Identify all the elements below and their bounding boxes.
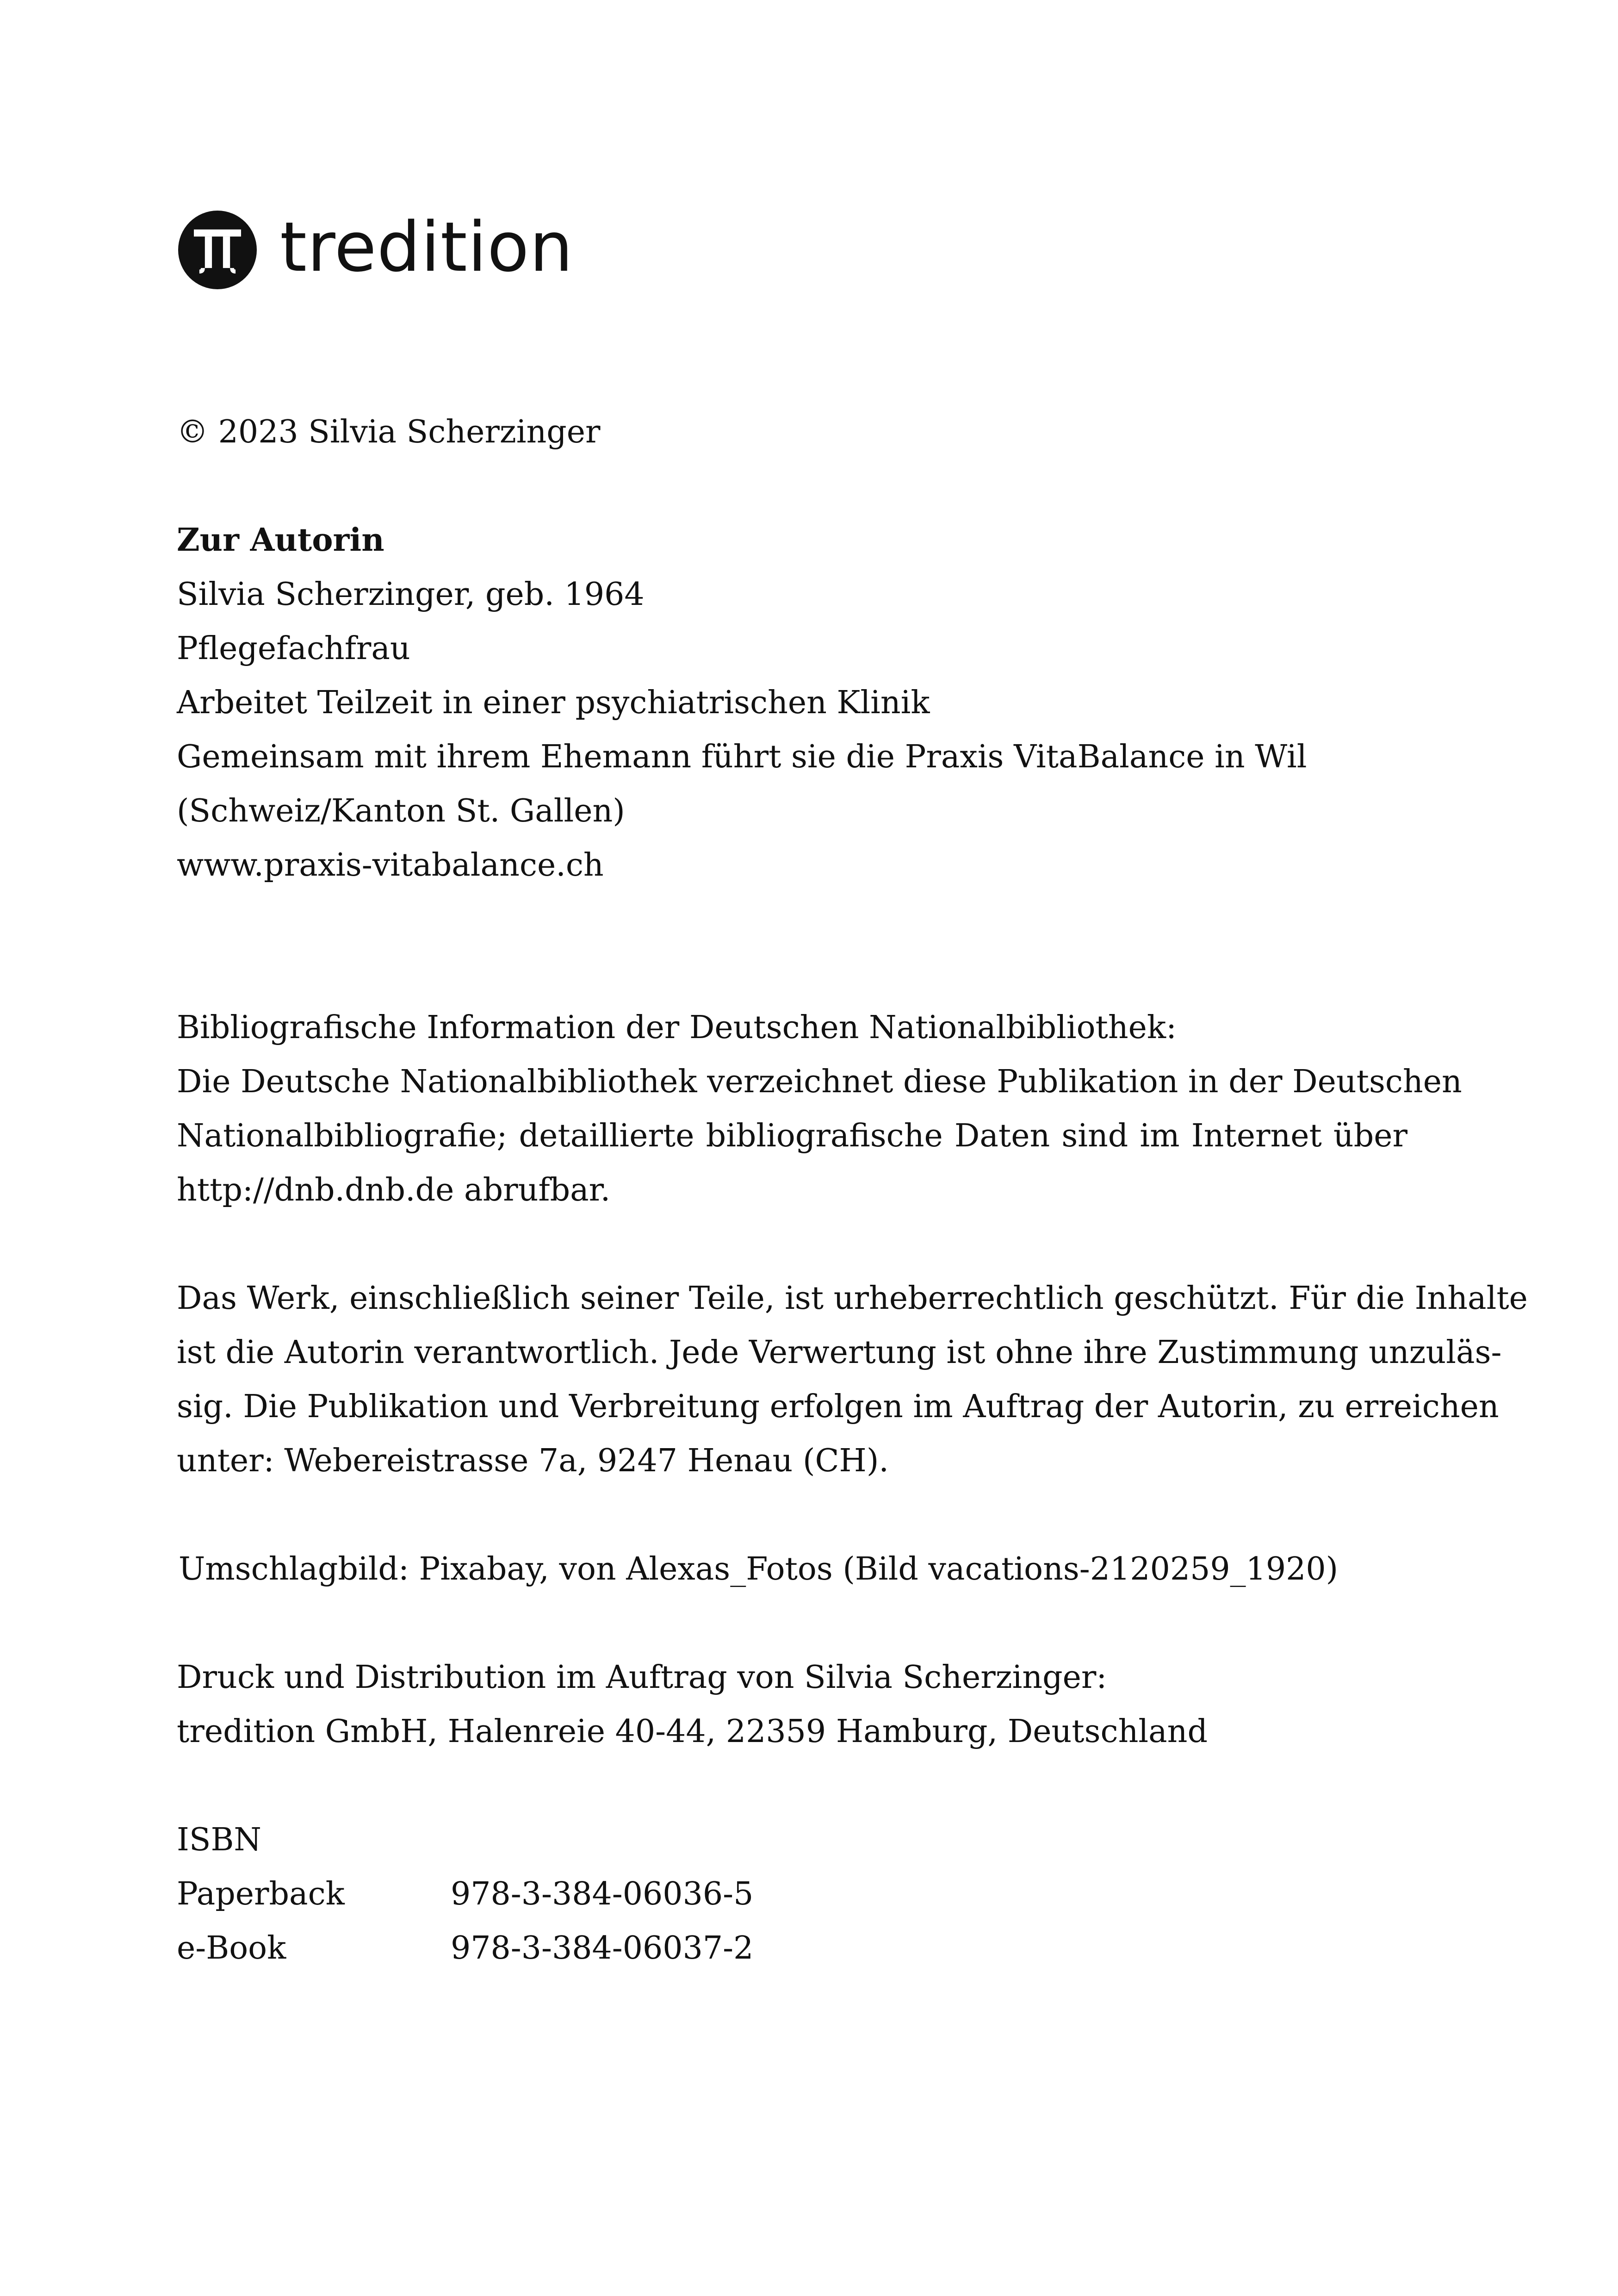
print-line: Druck und Distribution im Auftrag von Silvia Scherzinger:: [177, 1659, 1107, 1696]
tredition-logo-icon: [178, 211, 257, 289]
rights-line: ist die Autorin verantwortlich. Jede Verwertung ist ohne ihre Zustimmung unzuläs-: [177, 1334, 1502, 1371]
bibliography-line: http://dnb.dnb.de abrufbar.: [177, 1172, 611, 1208]
publisher-wordmark: tredition: [280, 207, 574, 287]
bibliography-line: Die Deutsche Nationalbibliothek verzeichnet diese Publikation in der Deutschen: [177, 1064, 1462, 1100]
isbn-label: e-Book: [177, 1930, 286, 1966]
isbn-label: Paperback: [177, 1876, 345, 1912]
bibliography-line: Nationalbibliografie; detaillierte bibliografische Daten sind im Internet über: [177, 1118, 1407, 1154]
rights-line: unter: Webereistrasse 7a, 9247 Henau (CH).: [177, 1443, 889, 1479]
author-line: Silvia Scherzinger, geb. 1964: [177, 576, 645, 613]
author-line: Pflegefachfrau: [177, 630, 410, 667]
author-website: www.praxis-vitabalance.ch: [177, 847, 604, 884]
author-line: (Schweiz/Kanton St. Gallen): [177, 793, 625, 829]
isbn-heading: ISBN: [177, 1822, 261, 1858]
isbn-value: 978-3-384-06037-2: [451, 1930, 754, 1966]
isbn-value: 978-3-384-06036-5: [451, 1876, 754, 1912]
cover-credit: Umschlagbild: Pixabay, von Alexas_Fotos (Bild vacations-2120259_1920): [179, 1551, 1339, 1587]
rights-line: sig. Die Publikation und Verbreitung erfolgen im Auftrag der Autorin, zu erreichen: [177, 1388, 1499, 1425]
author-heading: Zur Autorin: [177, 522, 384, 559]
bibliography-line: Bibliografische Information der Deutschen Nationalbibliothek:: [177, 1009, 1177, 1046]
isbn-row-ebook: [177, 1921, 753, 1975]
author-line: Gemeinsam mit ihrem Ehemann führt sie die Praxis VitaBalance in Wil: [177, 739, 1307, 775]
author-line: Arbeitet Teilzeit in einer psychiatrischen Klinik: [177, 684, 930, 721]
isbn-row-paperback: [177, 1867, 753, 1921]
rights-line: Das Werk, einschließlich seiner Teile, ist urheberrechtlich geschützt. Für die Inhalte: [177, 1280, 1528, 1317]
print-line: tredition GmbH, Halenreie 40-44, 22359 Hamburg, Deutschland: [177, 1713, 1208, 1750]
publisher-logo: [178, 207, 574, 289]
copyright-line: © 2023 Silvia Scherzinger: [177, 414, 601, 450]
